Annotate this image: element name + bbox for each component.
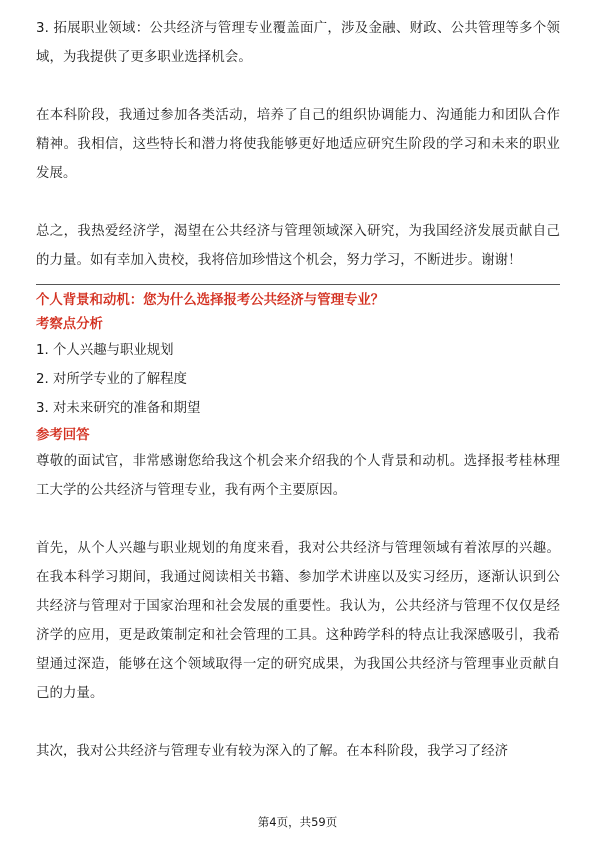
spacer: [36, 505, 560, 534]
list-item: 2. 对所学专业的了解程度: [36, 372, 187, 387]
activities-paragraph: 在本科阶段，我通过参加各类活动，培养了自己的组织协调能力、沟通能力和团队合作精神。我相信，这些特长和潜力将使我能够更好地适应研究生阶段的学习和未来的职业发展。: [36, 108, 560, 181]
list-item: 1. 个人兴趣与职业规划: [36, 343, 174, 358]
spacer: [36, 708, 560, 737]
conclusion-paragraph: 总之，我热爱经济学，渴望在公共经济与管理领域深入研究，为我国经济发展贡献自己的力量。如有幸加入贵校，我将倍加珍惜这个机会，努力学习，不断进步。谢谢！: [36, 224, 560, 268]
answer-interest-paragraph: 首先，从个人兴趣与职业规划的角度来看，我对公共经济与管理领域有着浓厚的兴趣。在我本科学习期间，我通过阅读相关书籍、参加学术讲座以及实习经历，逐渐认识到公共经济与管理对于国家治理和社会发展的重要性。我认为，公共经济与管理不仅仅是经济学的应用，更是政策制定和社会管理的工具。这种跨学科的特点让我深感吸引，我希望通过深造，能够在这个领域取得一定的研究成果，为我国公共经济与管理事业贡献自己的力量。: [36, 541, 560, 701]
section-divider: [36, 284, 560, 285]
analysis-heading: 考察点分析: [36, 317, 103, 332]
career-field-item: 3. 拓展职业领域：公共经济与管理专业覆盖面广，涉及金融、财政、公共管理等多个领域，为我提供了更多职业选择机会。: [36, 21, 560, 65]
answer-intro-paragraph: 尊敬的面试官，非常感谢您给我这个机会来介绍我的个人背景和动机。选择报考桂林理工大学的公共经济与管理专业，我有两个主要原因。: [36, 454, 560, 498]
spacer: [36, 188, 560, 217]
page-number-footer: 第4页，共59页: [257, 815, 338, 829]
answer-heading: 参考回答: [36, 428, 90, 443]
analysis-list: [36, 336, 560, 423]
spacer: [36, 72, 560, 101]
question-title: 个人背景和动机：您为什么选择报考公共经济与管理专业？: [36, 293, 385, 308]
document-page: [36, 14, 560, 766]
list-item: 3. 对未来研究的准备和期望: [36, 401, 201, 416]
answer-understanding-paragraph: 其次，我对公共经济与管理专业有较为深入的了解。在本科阶段，我学习了经济: [36, 744, 509, 759]
